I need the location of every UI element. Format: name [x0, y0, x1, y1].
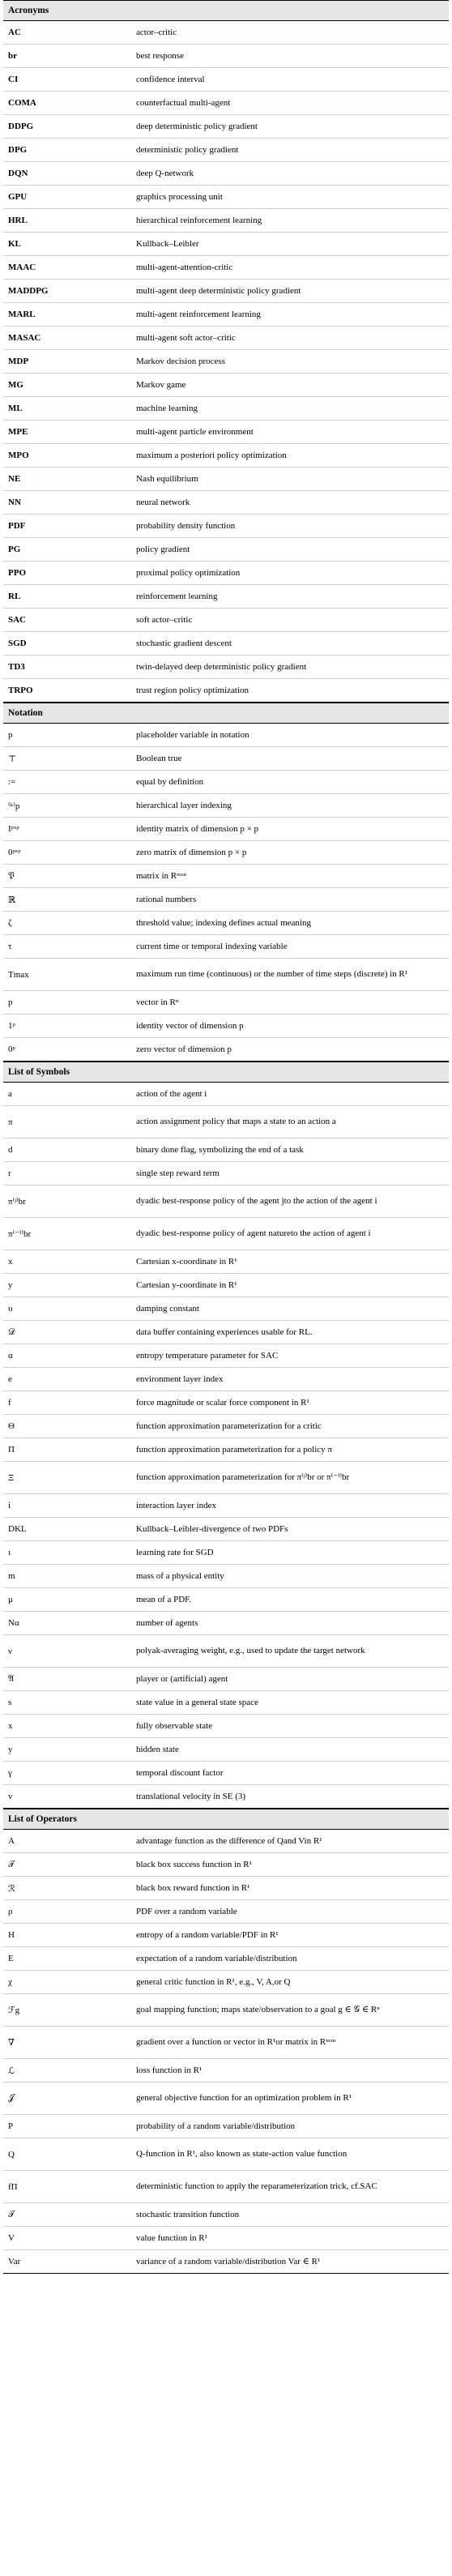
- table-row: [3, 1785, 449, 1809]
- definition: goal mapping function; maps state/observation to a goal g ∈ 𝒢 ∈ Rⁿ: [136, 2005, 380, 2015]
- table-row: [3, 888, 449, 912]
- table-row: [3, 303, 449, 327]
- table-row: [3, 2171, 449, 2203]
- term: MPE: [8, 427, 28, 437]
- term: υ: [8, 1304, 13, 1314]
- definition: single step reward term: [136, 1168, 220, 1178]
- table-row: [3, 1762, 449, 1785]
- table-row: [3, 1635, 449, 1668]
- definition: environment layer index: [136, 1373, 224, 1384]
- definition: general critic function in R¹, e.g., V, A,or Q: [136, 1976, 291, 1987]
- definition: multi-agent deep deterministic policy gradient: [136, 285, 301, 296]
- table-row: [3, 959, 449, 991]
- table-row: [3, 491, 449, 515]
- table-row: [3, 1391, 449, 1415]
- term: V: [8, 2233, 15, 2243]
- definition: dyadic best-response policy of agent natureto the action of agent i: [136, 1228, 371, 1239]
- term: x: [8, 1721, 13, 1731]
- definition: Kullback–Leibler-divergence of two PDFs: [136, 1523, 288, 1534]
- definition: current time or temporal indexing variable: [136, 941, 288, 951]
- definition: variance of a random variable/distribution Var ∈ R¹: [136, 2256, 321, 2266]
- term: ℝ: [8, 895, 16, 905]
- definition: deep deterministic policy gradient: [136, 121, 258, 131]
- table-row: [3, 350, 449, 374]
- table-row: [3, 1588, 449, 1612]
- definition: mass of a physical entity: [136, 1570, 224, 1581]
- term: P: [8, 2121, 14, 2131]
- table-row: [3, 656, 449, 679]
- term: p: [8, 998, 13, 1007]
- term: 0ᵖˣᵖ: [8, 848, 21, 857]
- term: DPG: [8, 145, 28, 155]
- definition: Markov game: [136, 379, 186, 390]
- term: ℱg: [8, 2006, 20, 2015]
- term: α: [8, 1351, 13, 1361]
- definition: function approximation parameterization for π⁽ʲ⁾br or π⁽⁻ⁱ⁾br: [136, 1472, 350, 1483]
- definition: counterfactual multi-agent: [136, 97, 231, 108]
- term: SAC: [8, 615, 27, 625]
- term: Π: [8, 1445, 15, 1455]
- table-row: [3, 444, 449, 468]
- term: Nα: [8, 1618, 19, 1628]
- term: MASAC: [8, 333, 41, 343]
- section-title: List of Symbols: [3, 1062, 449, 1083]
- table-row: [3, 609, 449, 632]
- term: PG: [8, 545, 21, 554]
- table-row: [3, 935, 449, 959]
- table-row: [3, 1138, 449, 1162]
- term: χ: [8, 1977, 12, 1987]
- table-row: [3, 818, 449, 841]
- definition: multi-agent reinforcement learning: [136, 309, 261, 319]
- term: p: [8, 730, 13, 740]
- definition: zero vector of dimension p: [136, 1044, 232, 1054]
- definition: hidden state: [136, 1744, 179, 1754]
- definition: confidence interval: [136, 74, 205, 84]
- term: e: [8, 1374, 12, 1384]
- definition: function approximation parameterization for a critic: [136, 1420, 322, 1431]
- table-row: [3, 1015, 449, 1038]
- table-row: [3, 115, 449, 139]
- table-row: [3, 1947, 449, 1971]
- term: ν: [8, 1646, 12, 1656]
- table-row: [3, 1462, 449, 1494]
- term: Iᵖˣᵖ: [8, 824, 19, 834]
- term: NE: [8, 474, 21, 484]
- term: 𝒟: [8, 1326, 15, 1337]
- table-row: [3, 1971, 449, 1994]
- table-row: [3, 1877, 449, 1900]
- definition: force magnitude or scalar force component in R¹: [136, 1397, 309, 1408]
- definition: general objective function for an optimization problem in R¹: [136, 2093, 352, 2104]
- term: 𝔄: [8, 1673, 15, 1684]
- term: d: [8, 1145, 13, 1155]
- definition: dyadic best-response policy of the agent jto the action of the agent i: [136, 1196, 377, 1207]
- term: γ: [8, 1768, 12, 1778]
- definition: stochastic gradient descent: [136, 638, 232, 648]
- table-row: [3, 585, 449, 609]
- term: f: [8, 1398, 11, 1408]
- term: x: [8, 1257, 13, 1267]
- definition: equal by definition: [136, 776, 204, 787]
- definition: entropy temperature parameter for SAC: [136, 1350, 279, 1361]
- term: r: [8, 1168, 11, 1178]
- definition: identity matrix of dimension p × p: [136, 823, 259, 834]
- term: m: [8, 1571, 15, 1581]
- term: 1ᵖ: [8, 1021, 15, 1031]
- definition: player or (artificial) agent: [136, 1673, 228, 1684]
- definition: interaction layer index: [136, 1500, 216, 1510]
- definition: hierarchical layer indexing: [136, 800, 232, 810]
- definition: twin-delayed deep deterministic policy gradient: [136, 661, 307, 672]
- definition: rational numbers: [136, 894, 197, 904]
- table-row: [3, 1715, 449, 1738]
- table-row: [3, 256, 449, 280]
- table-row: [3, 327, 449, 350]
- table-row: [3, 280, 449, 303]
- table-row: [3, 1368, 449, 1391]
- definition: Cartesian x-coordinate in R¹: [136, 1256, 237, 1267]
- definition: neural network: [136, 497, 190, 507]
- term: E: [8, 1954, 14, 1963]
- table-row: [3, 92, 449, 115]
- term: DKL: [8, 1524, 27, 1534]
- table-row: [3, 2203, 449, 2227]
- term: y: [8, 1745, 13, 1754]
- definition: gradient over a function or vector in R¹or matrix in Rᵐˣⁿ: [136, 2037, 336, 2048]
- table-row: [3, 1274, 449, 1297]
- definition: Kullback–Leibler: [136, 238, 199, 249]
- term: π: [8, 1117, 13, 1127]
- term: 𝔓: [8, 870, 15, 881]
- definition: data buffer containing experiences usable for RL.: [136, 1326, 313, 1337]
- term: ℛ: [8, 1883, 15, 1894]
- term: DDPG: [8, 122, 34, 131]
- term: ⊤: [8, 754, 17, 764]
- table-row: [3, 1162, 449, 1185]
- table-row: [3, 1321, 449, 1344]
- table-row: [3, 68, 449, 92]
- table-row: [3, 421, 449, 444]
- table-row: [3, 1565, 449, 1588]
- definition: proximal policy optimization: [136, 567, 241, 578]
- table-row: [3, 1438, 449, 1462]
- term: fΠ: [8, 2181, 18, 2192]
- definition: soft actor–critic: [136, 614, 193, 625]
- term: Ξ: [8, 1472, 15, 1483]
- definition: multi-agent particle environment: [136, 426, 254, 437]
- term: ι: [8, 1548, 11, 1557]
- term: ζ: [8, 918, 12, 928]
- table-row: [3, 1994, 449, 2027]
- term: ⁽ᵏ⁾p: [8, 801, 20, 811]
- term: CI: [8, 75, 19, 84]
- table-row: [3, 209, 449, 233]
- table-row: [3, 45, 449, 68]
- table-row: [3, 912, 449, 935]
- table-row: [3, 562, 449, 585]
- table-row: [3, 991, 449, 1015]
- definition: state value in a general state space: [136, 1697, 258, 1707]
- term: Tmax: [8, 969, 29, 980]
- table-row: [3, 139, 449, 162]
- table-row: [3, 1691, 449, 1715]
- table-row: [3, 233, 449, 256]
- definition: mean of a PDF.: [136, 1594, 192, 1604]
- term: PDF: [8, 521, 26, 531]
- definition: Markov decision process: [136, 356, 225, 366]
- definition: multi-agent-attention-critic: [136, 262, 233, 272]
- section-title: List of Operators: [3, 1809, 449, 1830]
- definition: maximum a posteriori policy optimization: [136, 450, 287, 460]
- definition: action assignment policy that maps a state to an action a: [136, 1117, 336, 1127]
- definition: multi-agent soft actor–critic: [136, 332, 236, 343]
- definition: stochastic transition function: [136, 2209, 240, 2219]
- term: HRL: [8, 216, 28, 225]
- table-row: [3, 1738, 449, 1762]
- table-row: [3, 2115, 449, 2138]
- definition: temporal discount factor: [136, 1767, 224, 1778]
- table-row: [3, 2059, 449, 2083]
- definition: trust region policy optimization: [136, 685, 249, 695]
- table-row: [3, 186, 449, 209]
- definition: deterministic policy gradient: [136, 144, 239, 155]
- term: Var: [8, 2257, 21, 2266]
- definition: advantage function as the difference of Qand Vin R¹: [136, 1835, 322, 1846]
- table-row: [3, 1297, 449, 1321]
- section: [3, 1062, 449, 1809]
- section: [3, 1809, 449, 2274]
- definition: graphics processing unit: [136, 191, 223, 202]
- table-row: [3, 21, 449, 45]
- table-row: [3, 794, 449, 818]
- definition: loss function in R¹: [136, 2065, 203, 2075]
- table-row: [3, 841, 449, 865]
- table-row: [3, 1185, 449, 1218]
- section: [3, 703, 449, 1062]
- definition: black box success function in R¹: [136, 1859, 252, 1869]
- table-row: [3, 1924, 449, 1947]
- term: 0ᵖ: [8, 1044, 15, 1054]
- definition: entropy of a random variable/PDF in R¹: [136, 1929, 279, 1940]
- term: y: [8, 1280, 13, 1290]
- term: COMA: [8, 98, 36, 108]
- table-row: [3, 1415, 449, 1438]
- term: H: [8, 1930, 15, 1940]
- term: ℒ: [8, 2065, 15, 2076]
- table-row: [3, 2083, 449, 2115]
- table-row: [3, 1494, 449, 1518]
- definition: fully observable state: [136, 1720, 213, 1731]
- term: i: [8, 1501, 11, 1510]
- definition: learning rate for SGD: [136, 1547, 214, 1557]
- table-row: [3, 865, 449, 888]
- table-row: [3, 397, 449, 421]
- term: ρ: [8, 1907, 13, 1916]
- table-row: [3, 747, 449, 771]
- section: [3, 0, 449, 703]
- table-row: [3, 2227, 449, 2250]
- definition: polyak-averaging weight, e.g., used to update the target network: [136, 1646, 365, 1656]
- term: PPO: [8, 568, 26, 578]
- term: MG: [8, 380, 23, 390]
- table-row: [3, 1668, 449, 1691]
- definition: translational velocity in SE (3): [136, 1791, 246, 1801]
- term: MADDPG: [8, 286, 49, 296]
- table-row: [3, 2027, 449, 2059]
- table-row: [3, 1853, 449, 1877]
- definition: reinforcement learning: [136, 591, 218, 601]
- term: MDP: [8, 357, 29, 366]
- definition: Cartesian y-coordinate in R¹: [136, 1279, 237, 1290]
- term: MAAC: [8, 263, 36, 272]
- table-row: [3, 374, 449, 397]
- term: τ: [8, 942, 12, 951]
- table-row: [3, 724, 449, 747]
- term: π⁽ʲ⁾br: [8, 1197, 26, 1207]
- table-row: [3, 1083, 449, 1106]
- term: TRPO: [8, 686, 33, 695]
- term: KL: [8, 239, 21, 249]
- table-row: [3, 1038, 449, 1062]
- definition: deep Q-network: [136, 168, 194, 178]
- table-row: [3, 632, 449, 656]
- definition: PDF over a random variable: [136, 1906, 237, 1916]
- definition: black box reward function in R¹: [136, 1882, 250, 1893]
- table-row: [3, 1541, 449, 1565]
- term: SGD: [8, 639, 27, 648]
- table-row: [3, 1612, 449, 1635]
- term: AC: [8, 28, 21, 37]
- definition: function approximation parameterization for a policy π: [136, 1444, 332, 1455]
- definition: placeholder variable in notation: [136, 729, 249, 740]
- table-row: [3, 538, 449, 562]
- definition: Nash equilibrium: [136, 473, 198, 484]
- term: μ: [8, 1595, 13, 1604]
- definition: Boolean true: [136, 753, 182, 763]
- table-row: [3, 679, 449, 703]
- term: ML: [8, 404, 23, 413]
- term: π⁽⁻ⁱ⁾br: [8, 1229, 32, 1239]
- term: br: [8, 51, 17, 61]
- definition: best response: [136, 50, 184, 61]
- term: MPO: [8, 451, 29, 460]
- definition: actor–critic: [136, 27, 177, 37]
- definition: Q-function in R¹, also known as state-action value function: [136, 2149, 348, 2159]
- definition: expectation of a random variable/distribution: [136, 1953, 297, 1963]
- term: MARL: [8, 310, 36, 319]
- definition: matrix in Rᵐˣⁿ: [136, 870, 187, 881]
- definition: machine learning: [136, 403, 198, 413]
- table-row: [3, 1344, 449, 1368]
- term: Θ: [8, 1421, 15, 1431]
- term: Q: [8, 2149, 15, 2159]
- definition: policy gradient: [136, 544, 190, 554]
- term: TD3: [8, 662, 25, 672]
- definition: probability density function: [136, 520, 236, 531]
- term: A: [8, 1836, 15, 1846]
- term: RL: [8, 592, 21, 601]
- table-row: [3, 1250, 449, 1274]
- table-row: [3, 1106, 449, 1138]
- table-row: [3, 2138, 449, 2171]
- definition: threshold value; indexing defines actual meaning: [136, 917, 311, 928]
- table-row: [3, 515, 449, 538]
- term: s: [8, 1698, 12, 1707]
- definition: action of the agent i: [136, 1088, 207, 1099]
- table-row: [3, 1218, 449, 1250]
- definition: identity vector of dimension p: [136, 1020, 244, 1031]
- definition: deterministic function to apply the reparameterization trick, cf.SAC: [136, 2181, 377, 2192]
- term: a: [8, 1089, 12, 1099]
- table-row: [3, 1518, 449, 1541]
- section-title: Acronyms: [3, 1, 449, 21]
- section-title: Notation: [3, 703, 449, 724]
- term: DQN: [8, 169, 28, 178]
- term: NN: [8, 498, 21, 507]
- term: GPU: [8, 192, 28, 202]
- definition: value function in R¹: [136, 2232, 207, 2243]
- definition: maximum run time (continuous) or the number of time steps (discrete) in R¹: [136, 969, 408, 980]
- term: 𝒥: [8, 2093, 15, 2103]
- table-row: [3, 468, 449, 491]
- term: ∇: [8, 2038, 15, 2048]
- term: v: [8, 1792, 13, 1801]
- table-row: [3, 2250, 449, 2274]
- definition: probability of a random variable/distribution: [136, 2121, 296, 2131]
- definition: zero matrix of dimension p × p: [136, 847, 247, 857]
- term: 𝒯: [8, 1859, 15, 1869]
- definition: vector in Rⁿ: [136, 997, 179, 1007]
- definition: hierarchical reinforcement learning: [136, 215, 262, 225]
- definition: damping constant: [136, 1303, 199, 1314]
- table-row: [3, 1830, 449, 1853]
- table-row: [3, 771, 449, 794]
- definition: number of agents: [136, 1617, 198, 1628]
- term: 𝒯: [8, 2209, 15, 2219]
- table-row: [3, 162, 449, 186]
- table-row: [3, 1900, 449, 1924]
- term: :=: [8, 777, 16, 787]
- definition: binary done flag, symbolizing the end of a task: [136, 1144, 304, 1155]
